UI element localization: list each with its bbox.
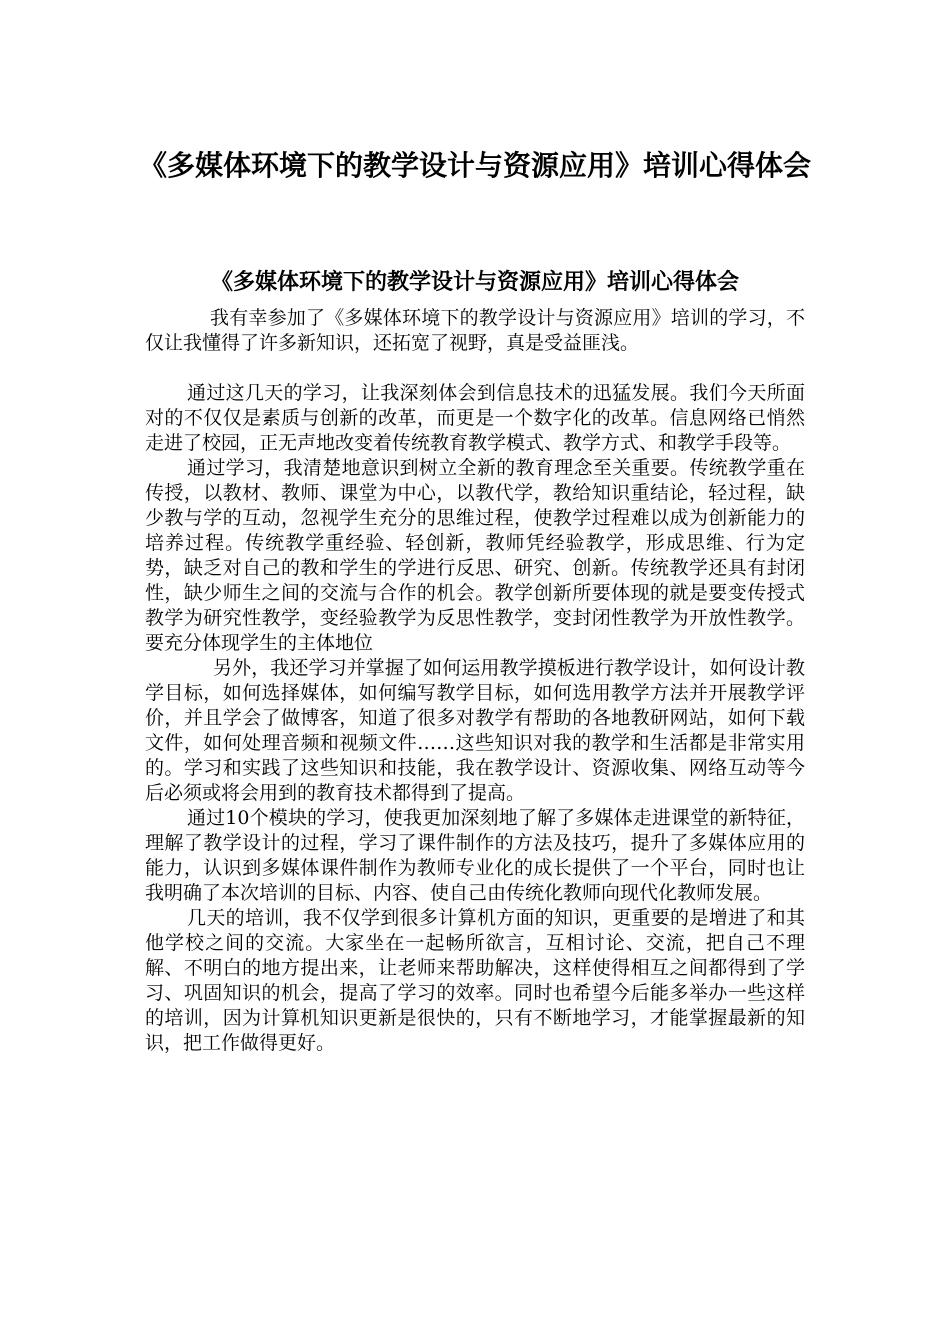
paragraph-education-concept: 通过学习，我清楚地意识到树立全新的教育理念至关重要。传统教学重在传授，以教材、教师、课堂为中心，以教代学，教给知识重结论，轻过程，缺少教与学的互动，忽视学生充分的思维过程，使教学过程难以成为创新能力的培养过程。传统教学重经验、轻创新，教师凭经验教学，形成思维、行为定势，缺乏对自己的教和学生的学进行反思、研究、创新。传统教学还具有封闭性，缺少师生之间的交流与合作的机会。教学创新所要体现的就是要变传授式教学为研究性教学，变经验教学为反思性教学，变封闭性教学为开放性教学。要充分体现学生的主体地位 [145,457,805,654]
paragraph-modules: 通过10个模块的学习，使我更加深刻地了解了多媒体走进课堂的新特征，理解了教学设计的过程，学习了课件制作的方法及技巧，提升了多媒体应用的能力，认识到多媒体课件制作为教师专业化的成长提供了一个平台，同时也让我明确了本次培训的目标、内容、使自己由传统化教师向现代化教师发展。 [145,807,805,904]
document-title: 《多媒体环境下的教学设计与资源应用》培训心得体会 [138,149,811,182]
paragraph-intro: 我有幸参加了《多媒体环境下的教学设计与资源应用》培训的学习，不仅让我懂得了许多新知识，还拓宽了视野，真是受益匪浅。 [145,307,805,354]
paragraph-it-development: 通过这几天的学习，让我深刻体会到信息技术的迅猛发展。我们今天所面对的不仅仅是素质与创新的改革，而更是一个数字化的改革。信息网络已悄然走进了校园，正无声地改变着传统教育教学模式、教学方式、和教学手段等。 [145,382,805,454]
document-body [145,306,805,1056]
document-subtitle: 《多媒体环境下的教学设计与资源应用》培训心得体会 [210,269,739,295]
paragraph-communication: 几天的培训，我不仅学到很多计算机方面的知识，更重要的是增进了和其他学校之间的交流。大家坐在一起畅所欲言，互相讨论、交流，把自己不理解、不明白的地方提出来，让老师来帮助解决，这样使得相互之间都得到了学习、巩固知识的机会，提高了学习的效率。同时也希望今后能多举办一些这样的培训，因为计算机知识更新是很快的，只有不断地学习，才能掌握最新的知识，把工作做得更好。 [145,907,805,1054]
paragraph-teaching-design: 另外，我还学习并掌握了如何运用教学摸板进行教学设计，如何设计教学目标，如何选择媒体，如何编写教学目标，如何选用教学方法并开展教学评价，并且学会了做博客，知道了很多对教学有帮助的各地教研网站，如何下载文件，如何处理音频和视频文件……这些知识对我的教学和生活都是非常实用的。学习和实践了这些知识和技能，我在教学设计、资源收集、网络互动等今后必须或将会用到的教育技术都得到了提高。 [145,657,805,804]
